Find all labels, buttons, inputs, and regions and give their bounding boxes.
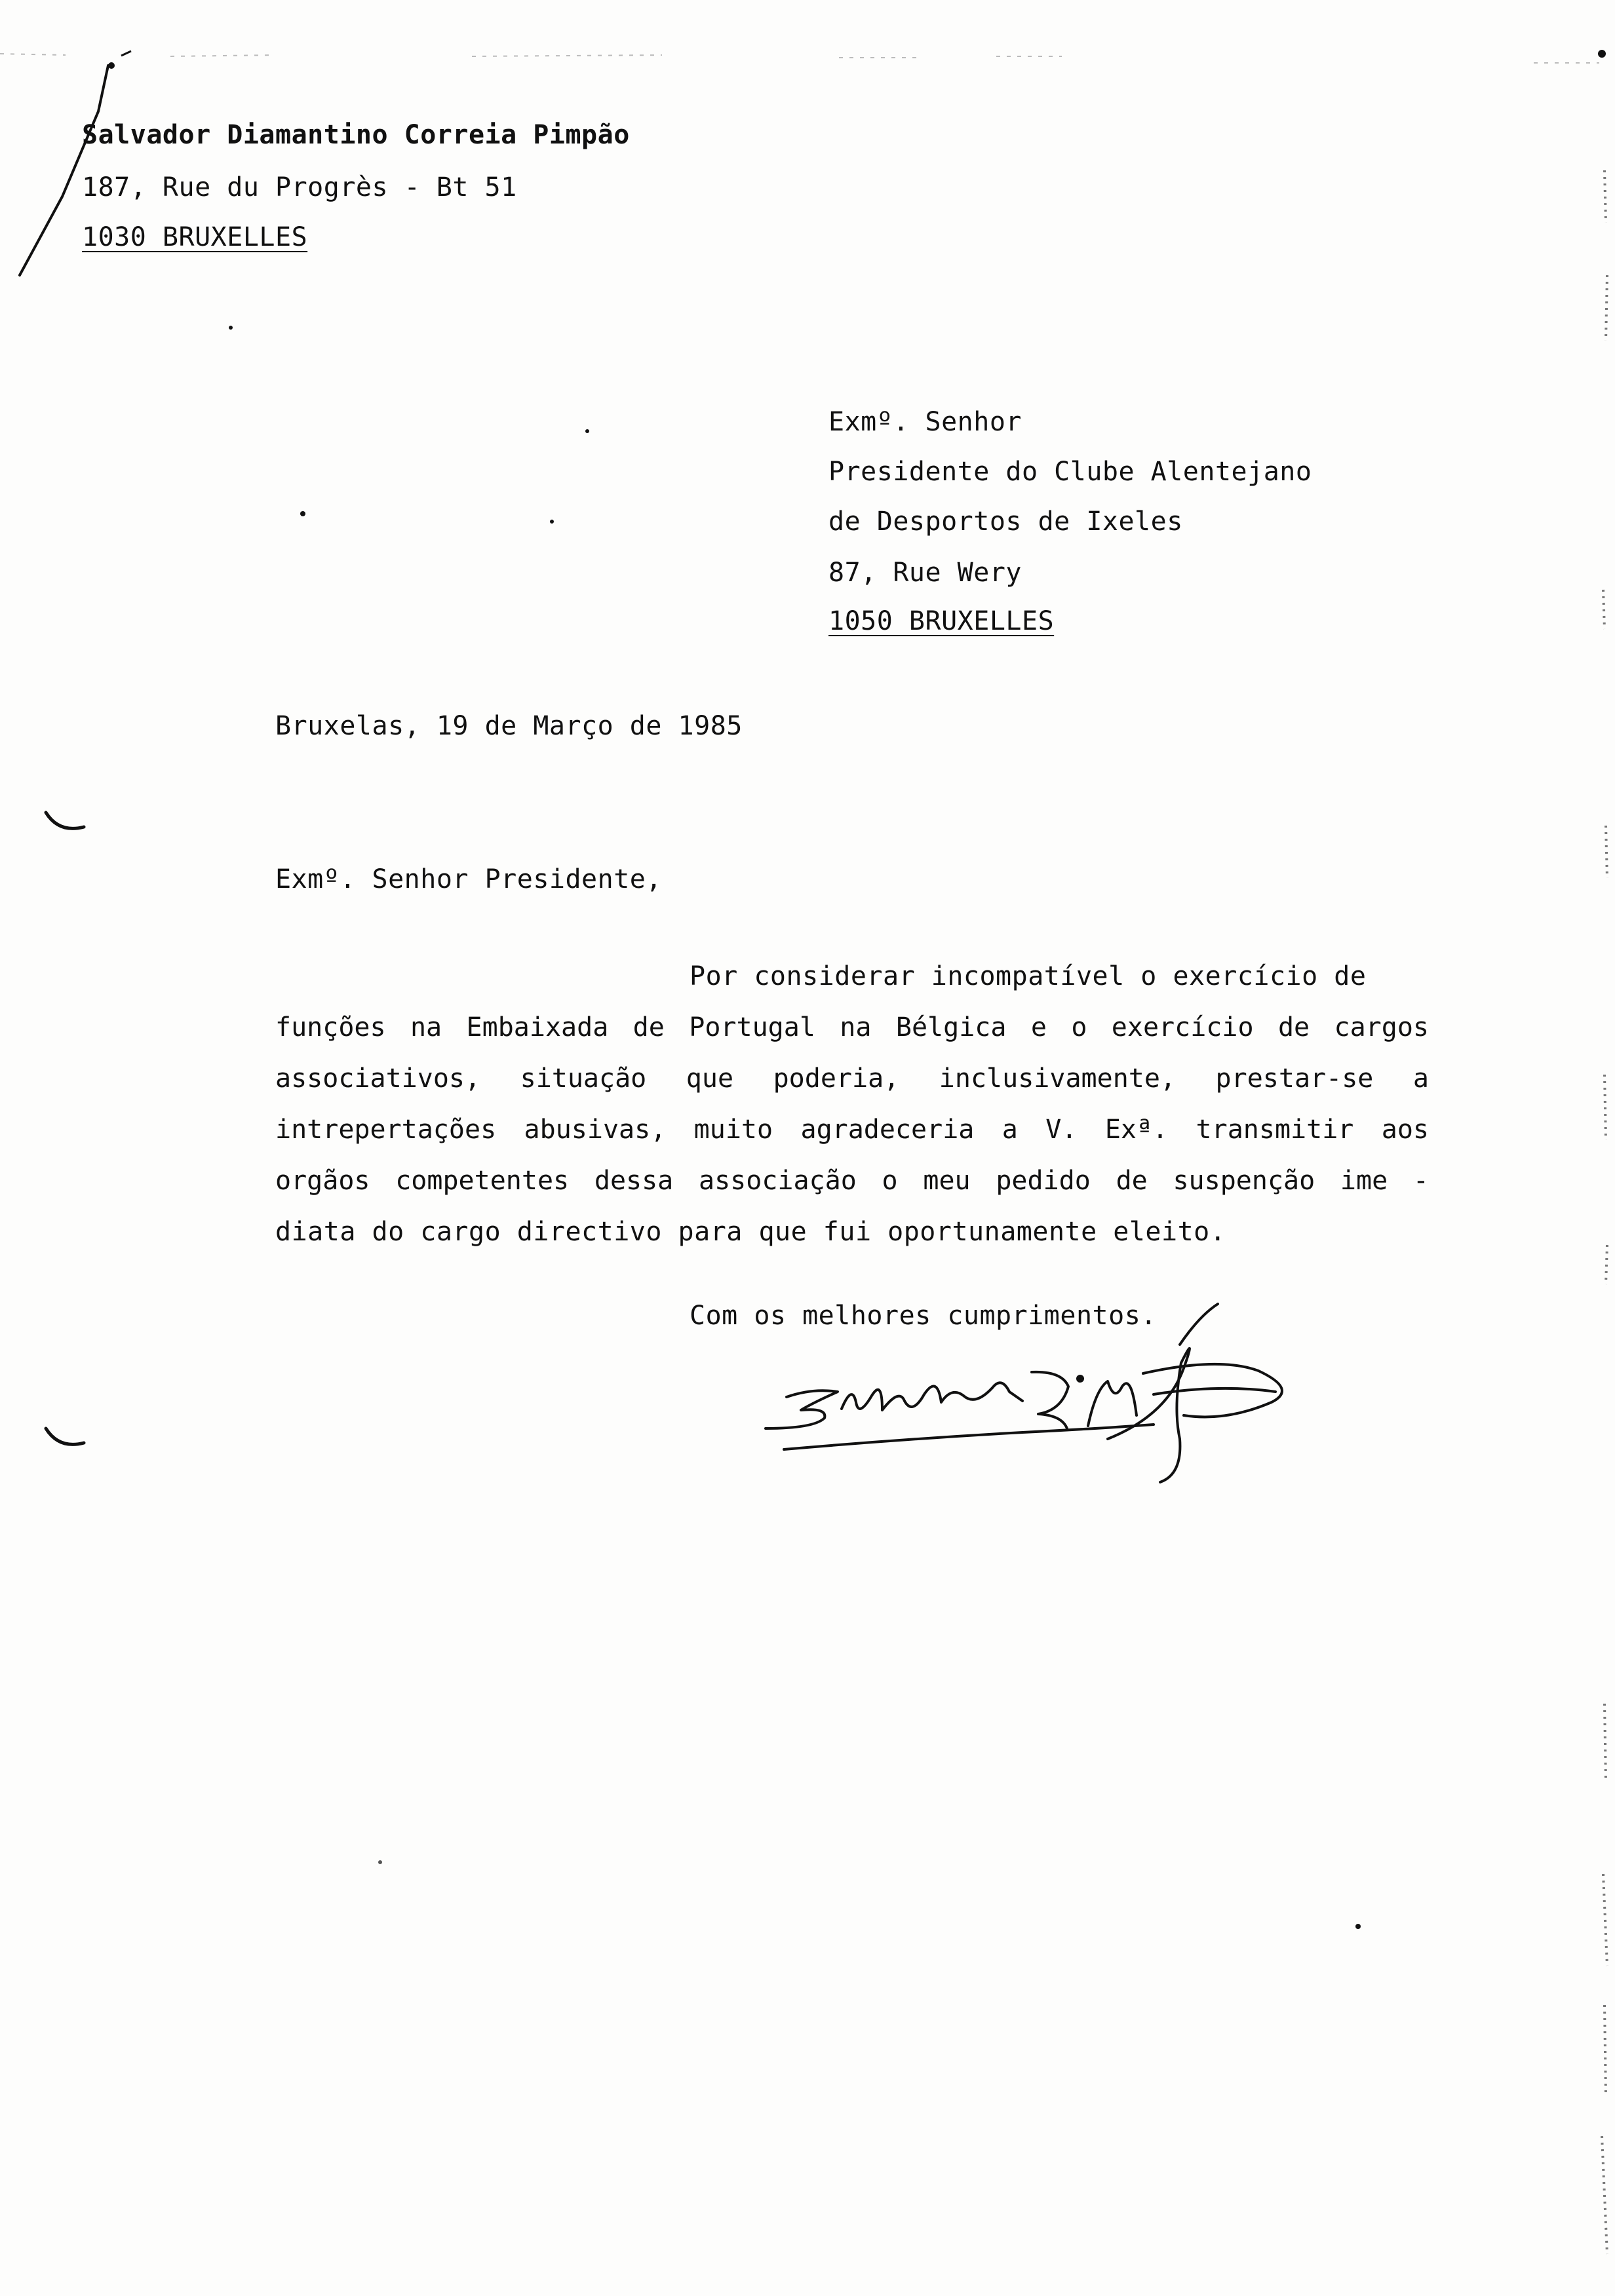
- pen-dot-mark: [108, 62, 115, 69]
- body-line: orgãos competentes dessa associação o meu pedido de suspenção ime -: [275, 1166, 1429, 1196]
- recipient-street: 87, Rue Wery: [828, 558, 1022, 588]
- scan-edge-artifact: [0, 54, 1599, 63]
- sender-city: 1030 BRUXELLES: [82, 222, 308, 252]
- scan-edge-noise: [1602, 170, 1607, 2254]
- body-line: intrepertações abusivas, muito agradeceria a V. Exª. transmitir aos: [275, 1115, 1429, 1145]
- punch-hole-mark-bottom: [46, 1428, 84, 1444]
- pen-tick-mark: [121, 51, 131, 56]
- closing: Com os melhores cumprimentos.: [690, 1301, 1157, 1331]
- body-line: associativos, situação que poderia, inclusivamente, prestar-se a: [275, 1063, 1429, 1094]
- sender-name: Salvador Diamantino Correia Pimpão: [82, 120, 630, 150]
- greeting: Exmº. Senhor Presidente,: [275, 864, 662, 894]
- recipient-title: Presidente do Clube Alentejano: [828, 457, 1312, 487]
- body-line: funções na Embaixada de Portugal na Bélgica e o exercício de cargos: [275, 1012, 1429, 1043]
- date-line: Bruxelas, 19 de Março de 1985: [275, 711, 743, 741]
- body-line: diata do cargo directivo para que fui oportunamente eleito.: [275, 1217, 1226, 1247]
- sender-street: 187, Rue du Progrès - Bt 51: [82, 172, 517, 202]
- body-line: Por considerar incompatível o exercício de: [690, 961, 1367, 991]
- recipient-title-cont: de Desportos de Ixeles: [828, 507, 1183, 537]
- punch-hole-mark-top: [46, 813, 84, 828]
- recipient-salutation: Exmº. Senhor: [828, 407, 1022, 437]
- recipient-city: 1050 BRUXELLES: [828, 606, 1055, 636]
